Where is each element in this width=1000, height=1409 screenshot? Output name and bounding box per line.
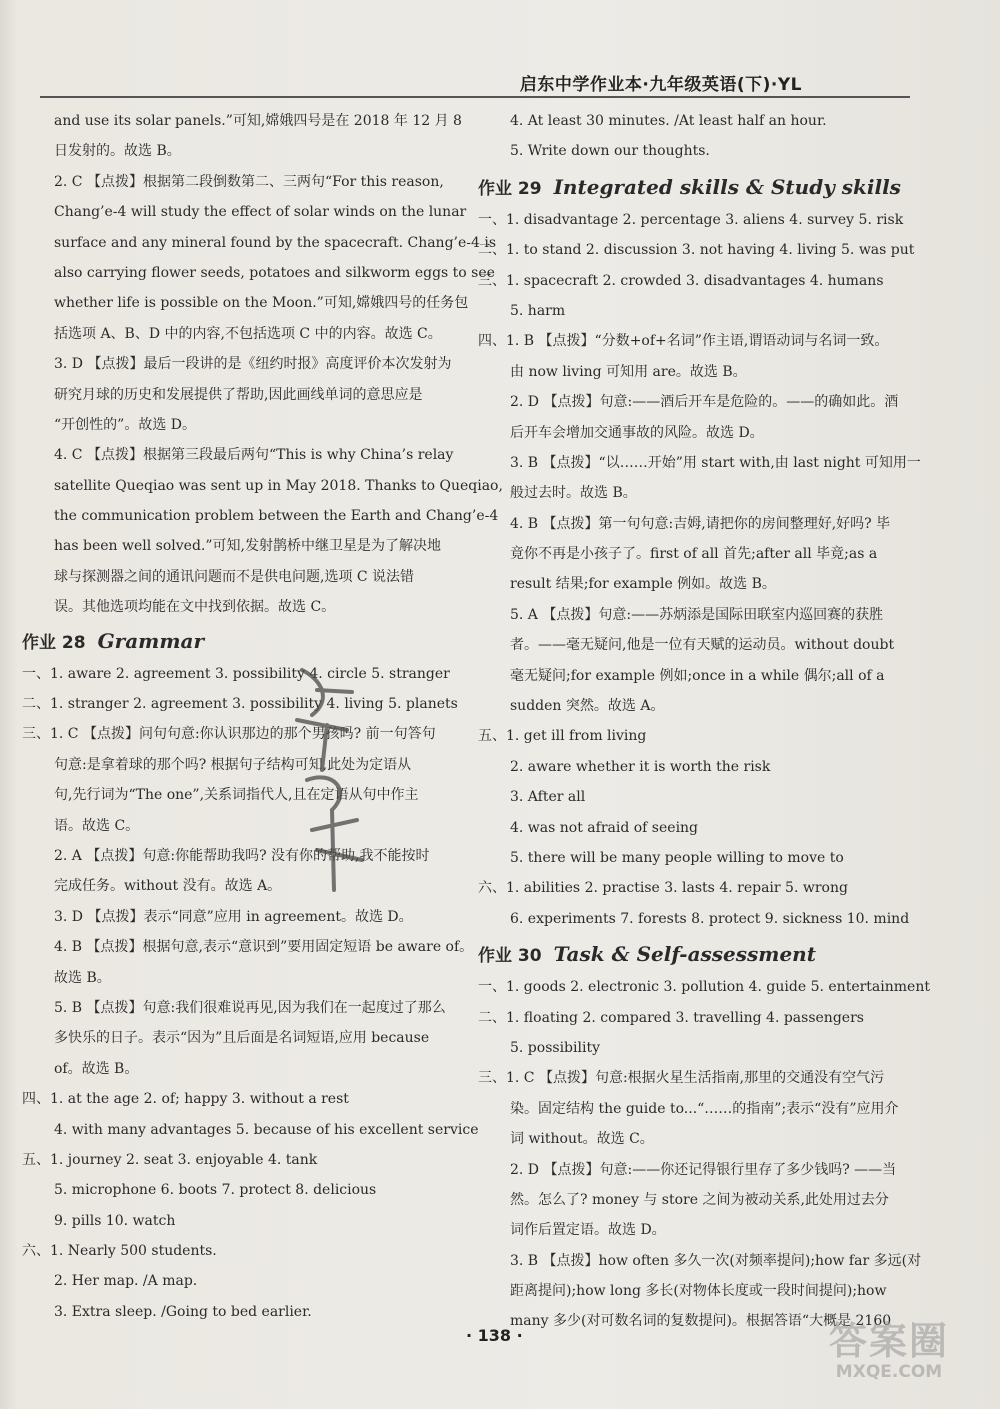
text-line: 研究月球的历史和发展提供了帮助,因此画线单词的意思应是 — [54, 386, 423, 403]
watermark-bottom: MXQE.COM — [835, 1362, 943, 1382]
text-line: 二、1. to stand 2. discussion 3. not having 4. living 5. was put — [478, 242, 915, 259]
section-tag: 作业 28 — [22, 632, 86, 653]
text-line: 由 now living 可知用 are。故选 B。 — [510, 363, 747, 380]
running-header — [40, 68, 910, 98]
text-line: 然。怎么了? money 与 store 之间为被动关系,此处用过去分 — [510, 1191, 889, 1208]
text-line: 3. B 【点拨】“以……开始”用 start with,由 last night 可知用一 — [510, 454, 921, 471]
text-line: 4. C 【点拨】根据第三段最后两句“This is why China’s relay — [54, 447, 454, 464]
text-line: of。故选 B。 — [54, 1060, 139, 1077]
text-line: 一、1. goods 2. electronic 3. pollution 4. guide 5. entertainment — [478, 979, 930, 996]
text-line: the communication problem between the Earth and Chang’e-4 — [54, 508, 499, 525]
text-line: 5. possibility — [510, 1039, 600, 1056]
text-line: satellite Queqiao was sent up in May 2018. Thanks to Queqiao, — [54, 477, 503, 494]
text-line: whether life is possible on the Moon.”可知,嫦娥四号的任务包 — [54, 295, 469, 312]
text-line: has been well solved.”可知,发射鹊桥中继卫星是为了解决地 — [54, 538, 441, 555]
text-line: 2. A 【点拨】句意:你能帮助我吗? 没有你的帮助,我不能按时 — [54, 847, 430, 864]
text-line: “开创性的”。故选 D。 — [54, 416, 196, 433]
text-line: 4. At least 30 minutes. /At least half an hour. — [510, 113, 827, 129]
section-title: Integrated skills & Study skills — [553, 174, 901, 199]
text-line: 句,先行词为“The one”,关系词指代人,且在定语从句中作主 — [54, 787, 419, 804]
text-line: 4. with many advantages 5. because of his excellent service — [54, 1121, 479, 1138]
text-line: 句意:是拿着球的那个吗? 根据句子结构可知,此处为定语从 — [54, 756, 412, 773]
text-line: 2. aware whether it is worth the risk — [510, 758, 771, 775]
page-number: · 138 · — [466, 1326, 523, 1345]
text-line: 3. B 【点拨】how often 多久一次(对频率提问);how far 多远(对 — [510, 1252, 922, 1269]
text-line: 3. Extra sleep. /Going to bed earlier. — [54, 1303, 312, 1320]
text-line: 括选项 A、B、D 中的内容,不包括选项 C 中的内容。故选 C。 — [54, 325, 442, 342]
right-lines-a — [478, 106, 918, 167]
text-line: 日发射的。故选 B。 — [54, 143, 181, 160]
text-line: 六、1. Nearly 500 students. — [22, 1243, 217, 1260]
text-line: 2. Her map. /A map. — [54, 1273, 198, 1290]
handwritten-scribble — [272, 660, 382, 900]
text-line: 故选 B。 — [54, 969, 111, 986]
text-line: 3. D 【点拨】表示“同意”应用 in agreement。故选 D。 — [54, 908, 413, 925]
text-line: 3. D 【点拨】最后一段讲的是《纽约时报》高度评价本次发射为 — [54, 356, 452, 373]
text-line: 2. D 【点拨】句意:——酒后开车是危险的。——的确如此。酒 — [510, 394, 899, 411]
text-line: 词 without。故选 C。 — [510, 1131, 654, 1148]
text-line: 二、1. floating 2. compared 3. travelling 4. passengers — [478, 1009, 864, 1026]
text-line: and use its solar panels.”可知,嫦娥四号是在 2018 年 12 月 8 — [54, 113, 462, 129]
text-line: 5. microphone 6. boots 7. protect 8. delicious — [54, 1182, 377, 1199]
text-line: 般过去时。故选 B。 — [510, 485, 637, 502]
text-line: 球与探测器之间的通讯问题而不是供电问题,选项 C 说法错 — [54, 568, 415, 585]
text-line: sudden 突然。故选 A。 — [510, 698, 665, 715]
section-title: Task & Self-assessment — [553, 942, 816, 967]
text-line: 5. B 【点拨】句意:我们很难说再见,因为我们在一起度过了那么 — [54, 999, 446, 1016]
watermark — [804, 1321, 974, 1387]
text-line: also carrying flower seeds, potatoes and silkworm eggs to see — [54, 264, 495, 281]
text-line: 完成任务。without 没有。故选 A。 — [54, 878, 282, 895]
text-line: 三、1. C 【点拨】句意:根据火星生活指南,那里的交通没有空气污 — [478, 1070, 885, 1087]
text-line: surface and any mineral found by the spacecraft. Chang’e-4 is — [54, 234, 497, 251]
text-line: 5. A 【点拨】句意:——苏炳添是国际田联室内巡回赛的获胜 — [510, 606, 884, 623]
text-line: 染。固定结构 the guide to...“……的指南”;表示“没有”应用介 — [510, 1100, 899, 1117]
text-line: 5. harm — [510, 302, 566, 319]
text-line: 2. D 【点拨】句意:——你还记得银行里存了多少钱吗? ——当 — [510, 1161, 897, 1178]
section-30-heading — [478, 936, 918, 972]
text-line: 一、1. disadvantage 2. percentage 3. aliens 4. survey 5. risk — [478, 211, 904, 228]
watermark-top: 答案圈 — [828, 1319, 949, 1363]
text-line: 语。故选 C。 — [54, 817, 140, 834]
text-line: 距离提问);how long 多长(对物体长度或一段时间提问);how — [510, 1283, 887, 1300]
left-lines-a — [22, 106, 503, 623]
text-line: 4. was not afraid of seeing — [510, 819, 699, 836]
text-line: 4. B 【点拨】第一句句意:吉姆,请把你的房间整理好,好吗? 毕 — [510, 515, 891, 532]
right-lines-b — [478, 205, 921, 934]
right-lines-c — [478, 972, 930, 1337]
text-line: many 多少(对可数名词的复数提问)。根据答语“大概是 2160 — [510, 1313, 892, 1330]
text-line: 5. there will be many people willing to move to — [510, 849, 844, 866]
text-line: 多快乐的日子。表示“因为”且后面是名词短语,应用 because — [54, 1030, 430, 1047]
text-line: 3. After all — [510, 789, 586, 806]
text-line: 二、1. stranger 2. agreement 3. possibility 4. living 5. planets — [22, 696, 458, 713]
header-title: 启东中学作业本·九年级英语(下)·YL — [519, 75, 802, 95]
text-line: 后开车会增加交通事故的风险。故选 D。 — [510, 424, 764, 441]
text-line: 6. experiments 7. forests 8. protect 9. sickness 10. mind — [510, 910, 910, 927]
text-line: 词作后置定语。故选 D。 — [510, 1222, 666, 1239]
text-line: 五、1. journey 2. seat 3. enjoyable 4. tank — [22, 1151, 318, 1168]
section-28-heading — [22, 623, 452, 659]
text-line: 一、1. aware 2. agreement 3. possibility 4. circle 5. stranger — [22, 665, 450, 682]
text-line: 2. C 【点拨】根据第二段倒数第二、三两句“For this reason, — [54, 173, 444, 190]
text-line: 9. pills 10. watch — [54, 1212, 176, 1229]
text-line: 误。其他选项均能在文中找到依据。故选 C。 — [54, 599, 336, 616]
text-line: 四、1. at the age 2. of; happy 3. without a rest — [22, 1091, 349, 1108]
text-line: 者。——毫无疑问,他是一位有天赋的运动员。without doubt — [510, 637, 895, 654]
section-29-heading — [478, 169, 918, 205]
text-line: result 结果;for example 例如。故选 B。 — [510, 576, 776, 593]
text-line: 毫无疑问;for example 例如;once in a while 偶尔;all of a — [510, 667, 885, 684]
text-line: 三、1. spacecraft 2. crowded 3. disadvantages 4. humans — [478, 272, 884, 289]
text-line: 五、1. get ill from living — [478, 728, 647, 745]
text-line: 六、1. abilities 2. practise 3. lasts 4. repair 5. wrong — [478, 880, 848, 897]
text-line: 三、1. C 【点拨】问句句意:你认识那边的那个男孩吗? 前一句答句 — [22, 726, 436, 743]
right-column — [478, 106, 930, 1337]
text-line: 竟你不再是小孩子了。first of all 首先;after all 毕竟;as a — [510, 546, 878, 563]
text-line: 5. Write down our thoughts. — [510, 143, 710, 160]
section-tag: 作业 30 — [478, 946, 542, 967]
section-tag: 作业 29 — [478, 178, 542, 199]
text-line: Chang’e-4 will study the effect of solar winds on the lunar — [54, 204, 467, 221]
left-column — [22, 106, 503, 1327]
left-lines-b — [22, 659, 479, 1328]
section-title: Grammar — [97, 628, 204, 653]
text-line: 4. B 【点拨】根据句意,表示“意识到”要用固定短语 be aware of。 — [54, 939, 474, 956]
text-line: 四、1. B 【点拨】“分数+of+名词”作主语,谓语动词与名词一致。 — [478, 333, 889, 350]
